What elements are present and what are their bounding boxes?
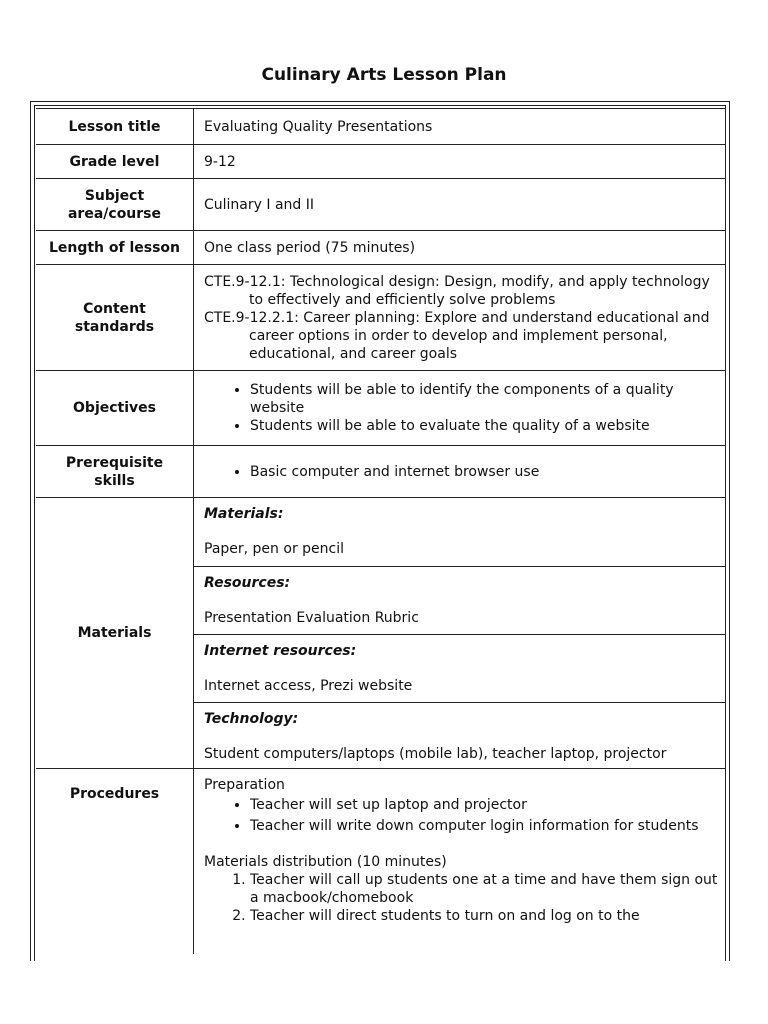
row-materials — [36, 497, 726, 768]
subject-value: Culinary I and II — [204, 196, 314, 213]
standards-label-line2: standards — [74, 318, 155, 335]
prerequisite-label-line1: Prerequisite — [65, 454, 164, 471]
row-length — [36, 230, 726, 264]
row-subject — [36, 178, 726, 230]
procedures-value — [204, 769, 718, 954]
objectives-list — [204, 381, 718, 435]
standard-item: CTE.9-12.2.1: Career planning: Explore and understand educational and career options in order to develop and implement personal, educational, and career goals — [204, 309, 710, 362]
resources-body: Presentation Evaluation Rubric — [204, 610, 419, 626]
preparation-heading: Preparation — [204, 777, 285, 793]
preparation-list — [204, 796, 718, 835]
standards-label — [36, 265, 194, 370]
row-lesson-title — [36, 108, 726, 144]
distribution-item: 1. Teacher will call up students one at a time and have them sign out a macbook/chomebook — [250, 871, 718, 907]
technology-heading: Technology: — [204, 711, 299, 727]
materials-body: Paper, pen or pencil — [204, 541, 344, 557]
resources-heading: Resources: — [204, 575, 291, 591]
materials-heading: Materials: — [204, 506, 284, 522]
procedures-label: Procedures — [36, 769, 194, 954]
row-objectives — [36, 370, 726, 445]
row-procedures — [36, 768, 726, 954]
technology-section — [194, 702, 726, 770]
lesson-title-label: Lesson title — [36, 109, 194, 144]
grade-level-value: 9-12 — [204, 153, 236, 170]
row-content-standards — [36, 264, 726, 370]
internet-resources-body: Internet access, Prezi website — [204, 678, 413, 694]
preparation-item: • Teacher will set up laptop and projector — [250, 796, 718, 814]
length-value: One class period (75 minutes) — [204, 239, 416, 256]
standard-item: CTE.9-12.1: Technological design: Design, modify, and apply technology to effectively and efficiently solve problems — [204, 273, 710, 308]
technology-body: Student computers/laptops (mobile lab), teacher laptop, projector — [204, 746, 667, 762]
resources-section — [194, 566, 726, 635]
prerequisite-item: • Basic computer and internet browser use — [250, 463, 718, 481]
document-title: Culinary Arts Lesson Plan — [261, 65, 507, 85]
materials-section — [194, 498, 726, 566]
preparation-item: • Teacher will write down computer login information for students — [250, 817, 718, 835]
grade-level-label: Grade level — [36, 145, 194, 178]
prerequisite-label — [36, 446, 194, 497]
internet-resources-section — [194, 634, 726, 703]
distribution-item: 2. Teacher will direct students to turn on and log on to the — [250, 907, 718, 925]
objective-item: • Students will be able to identify the components of a quality website — [250, 381, 718, 417]
subject-label-line1: Subject — [84, 187, 145, 204]
objectives-label: Objectives — [36, 371, 194, 445]
distribution-list — [204, 871, 718, 925]
subject-label — [36, 179, 194, 230]
row-grade-level — [36, 144, 726, 178]
standards-label-line1: Content — [83, 300, 146, 317]
prerequisite-value — [204, 446, 718, 497]
lesson-title-value: Evaluating Quality Presentations — [204, 118, 433, 135]
subject-label-line2: area/course — [67, 205, 162, 222]
row-prerequisite — [36, 445, 726, 497]
objectives-value — [204, 371, 718, 445]
length-label: Length of lesson — [36, 231, 194, 264]
materials-label: Materials — [36, 498, 194, 768]
standards-value — [204, 265, 718, 370]
distribution-heading: Materials distribution (10 minutes) — [204, 854, 447, 870]
prerequisite-label-line2: skills — [94, 472, 135, 489]
objective-item: • Students will be able to evaluate the quality of a website — [250, 417, 718, 435]
internet-resources-heading: Internet resources: — [204, 643, 357, 659]
prerequisite-list — [204, 463, 718, 481]
